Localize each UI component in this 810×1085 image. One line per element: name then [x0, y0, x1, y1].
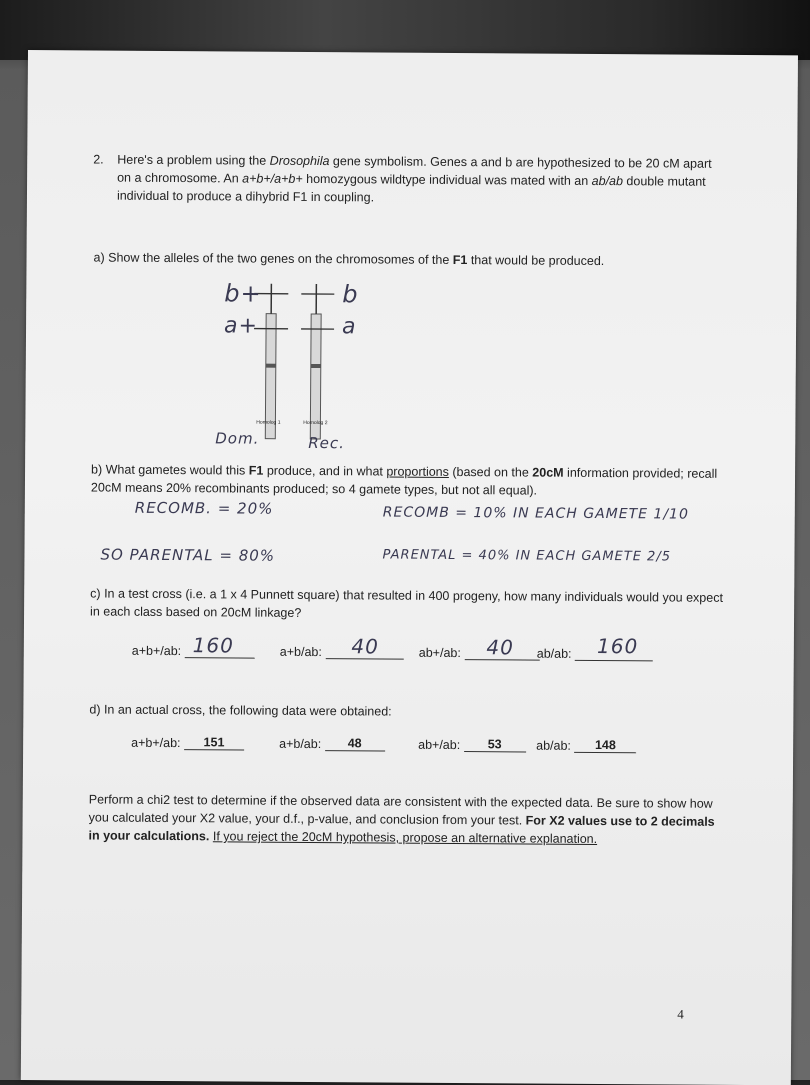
chromosome-diagram [175, 273, 396, 455]
intro-text-1: Here's a problem using the [117, 153, 270, 168]
part-b-bold-2: 20cM [532, 466, 563, 480]
part-b-bold-1: F1 [249, 464, 264, 478]
part-a-question [93, 248, 733, 270]
intro-species: Drosophila [270, 154, 330, 168]
question-number: 2. [93, 150, 104, 168]
question-intro [117, 151, 717, 209]
part-c-answer-2: 40 [351, 634, 379, 658]
instructions-underline: If you reject the 20cM hypothesis, propose an alternative explanation. [213, 829, 597, 846]
part-c-answer-blank-4[interactable] [575, 646, 653, 662]
homolog-2-caption: Homolog 2 [300, 420, 330, 426]
allele-left-top: b+ [224, 279, 262, 307]
part-c-answer-1: 160 [193, 633, 234, 657]
part-b-text-4: information provided; recall 20cM means 20% recombinants produced; so 4 gamete types, but not all equal). [91, 466, 717, 498]
part-c-answer-blank-3[interactable] [464, 645, 539, 661]
chromosome-right-band [311, 364, 321, 368]
part-d-class-2 [279, 736, 385, 752]
part-b-underline: proportions [386, 465, 449, 479]
dominant-note: Dom. [215, 429, 259, 447]
handwritten-parental-right: PARENTAL = 40% IN EACH GAMETE 2/5 [382, 547, 671, 564]
handwritten-parental-left: SO PARENTAL = 80% [100, 546, 275, 565]
intro-genotype-2: ab/ab [592, 174, 623, 188]
part-c-answer-blank-2[interactable] [325, 644, 403, 660]
handwritten-recomb-right: RECOMB = 10% IN EACH GAMETE 1/10 [383, 504, 689, 522]
part-b-text-1: b) What gametes would this [91, 462, 249, 477]
allele-right-top: b [342, 280, 358, 308]
part-c-answer-blank-1[interactable] [185, 643, 255, 658]
part-d-value-4: 148 [574, 738, 636, 753]
part-c-question: c) In a test cross (i.e. a 1 x 4 Punnett square) that resulted in 400 progeny, how many individuals would you expect in each class based on 20cM linkage? [90, 584, 730, 624]
part-d-label-2: a+b/ab: [279, 737, 321, 751]
part-c-class-3 [419, 645, 540, 661]
part-b-text-2: produce, and in what [263, 464, 386, 479]
part-c-label-2: a+b/ab: [280, 645, 322, 659]
part-c-answer-3: 40 [486, 635, 514, 659]
part-c-label-4: ab/ab: [537, 647, 572, 661]
part-a-bold: F1 [453, 253, 468, 267]
instructions-text-1: Perform a chi2 test to determine if the observed data are consistent with the expected data. Be sure to show how you calculated your X2 value, your d.f., p-value, and conclusion from your test. [89, 792, 713, 827]
part-d-class-4 [536, 738, 636, 754]
homolog-1-caption: Homolog 1 [253, 420, 283, 426]
part-b-question [91, 460, 731, 500]
instructions-bold: For X2 values use to 2 decimals in your calculations. [88, 813, 714, 843]
chromosome-left-band [266, 364, 276, 368]
part-d-value-3: 53 [464, 737, 526, 752]
recessive-note: Rec. [308, 434, 345, 452]
part-d-value-1: 151 [184, 735, 244, 750]
part-d-value-2: 48 [325, 736, 385, 751]
part-c-label-3: ab+/ab: [419, 646, 461, 660]
chi2-instructions [88, 790, 718, 848]
intro-text-2: gene symbolism. Genes a and b are hypothesized to be 20 cM apart on a chromosome. An [117, 154, 712, 185]
page-number: 4 [677, 1007, 684, 1023]
part-d-label-3: ab+/ab: [418, 738, 460, 752]
part-c-class-1 [132, 643, 255, 659]
intro-text-3: homozygous wildtype individual was mated with an [303, 172, 592, 188]
part-d-class-1 [131, 735, 244, 751]
part-c-class-4 [537, 646, 653, 662]
part-c-answer-4: 160 [597, 634, 638, 658]
part-c-class-2 [280, 644, 404, 660]
part-a-text-2: that would be produced. [467, 253, 604, 268]
worksheet-page [21, 50, 798, 1085]
part-d-label-1: a+b+/ab: [131, 736, 180, 750]
allele-left-bottom: a+ [224, 313, 258, 338]
part-d-class-3 [418, 737, 526, 753]
part-d-question: d) In an actual cross, the following data were obtained: [89, 700, 729, 722]
part-d-label-4: ab/ab: [536, 739, 571, 753]
part-b-text-3: (based on the [449, 465, 533, 480]
part-c-label-1: a+b+/ab: [132, 644, 181, 658]
part-a-text-1: a) Show the alleles of the two genes on the chromosomes of the [94, 250, 453, 267]
intro-text-4: double mutant individual to produce a dihybrid F1 in coupling. [117, 174, 706, 204]
handwritten-recomb-left: RECOMB. = 20% [135, 499, 274, 518]
allele-right-bottom: a [342, 314, 357, 339]
intro-genotype-1: a+b+/a+b+ [242, 171, 303, 185]
